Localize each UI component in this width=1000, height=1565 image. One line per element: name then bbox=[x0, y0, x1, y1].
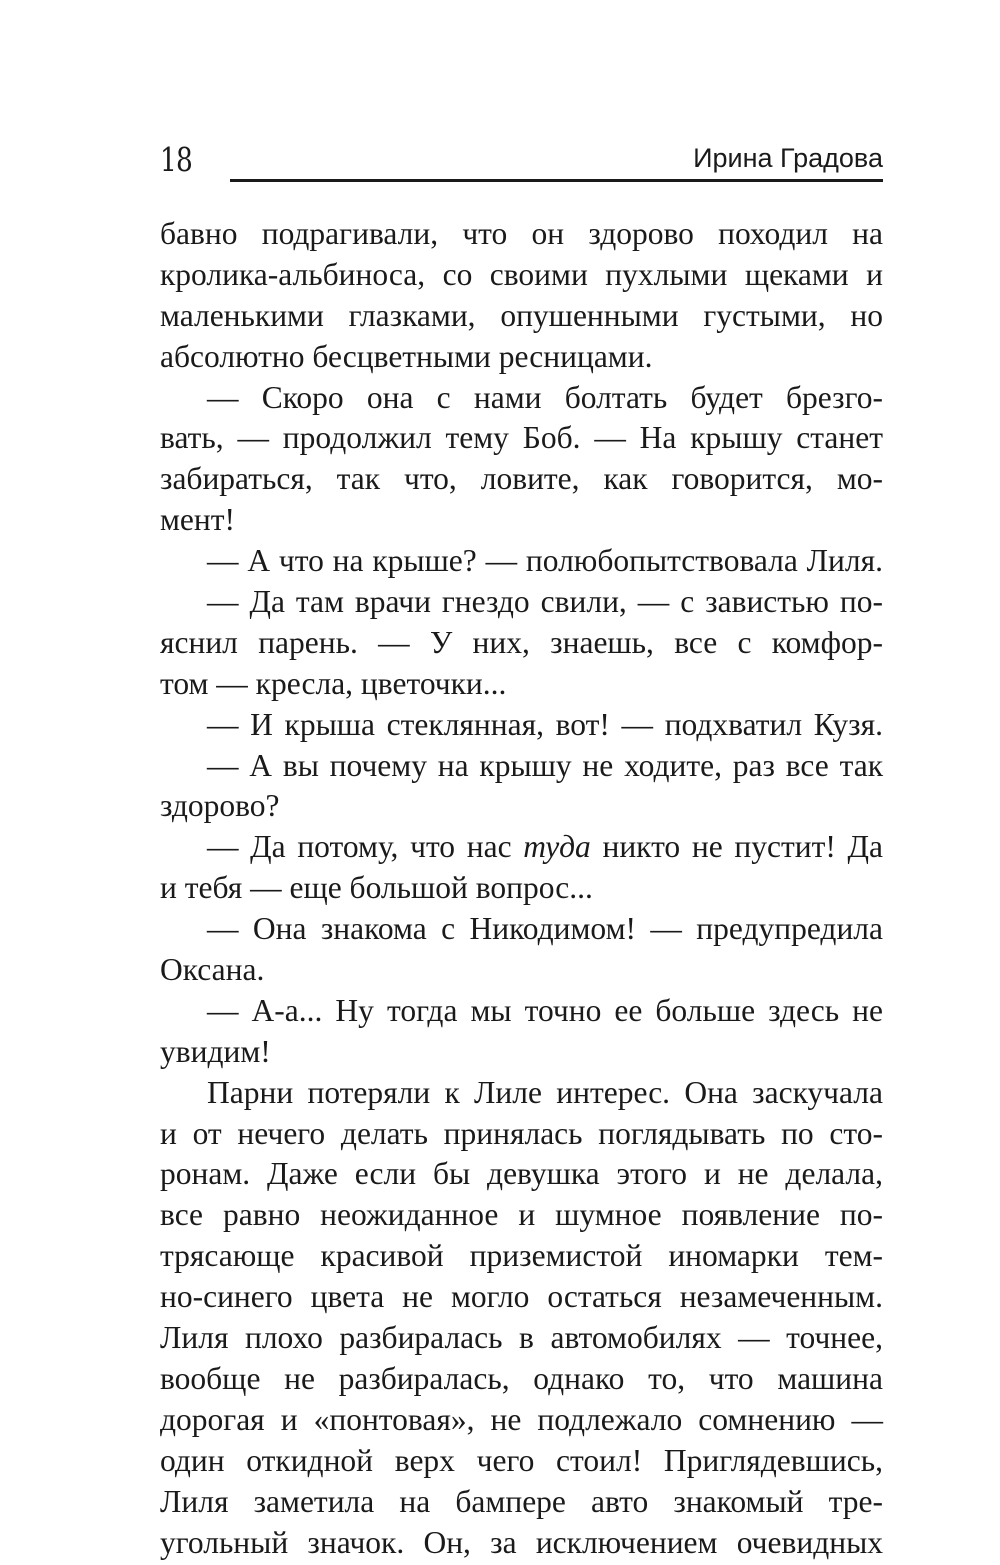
text-fragment: никто не пустит! Да bbox=[590, 829, 883, 865]
text-line: здорово? bbox=[160, 788, 280, 824]
text-line: забираться, так что, ловите, как говорится, мо- bbox=[160, 461, 883, 497]
text-line: но-синего цвета не могло остаться незамеченным. bbox=[160, 1279, 883, 1315]
text-line: дорогая и «понтовая», не подлежало сомнению — bbox=[160, 1401, 883, 1437]
page-header bbox=[160, 140, 883, 190]
text-line: увидим! bbox=[160, 1033, 271, 1069]
text-line: — А вы почему на крышу не ходите, раз все так bbox=[207, 747, 883, 783]
text-line: кролика-альбиноса, со своими пухлыми щеками и bbox=[160, 256, 883, 292]
text-line: том — кресла, цветочки... bbox=[160, 665, 507, 701]
text-line: один откидной верх чего стоил! Приглядевшись, bbox=[160, 1442, 883, 1478]
body-text bbox=[160, 214, 883, 1563]
text-line: яснил парень. — У них, знаешь, все с комфор- bbox=[160, 624, 883, 660]
page-number: 18 bbox=[160, 140, 192, 179]
text-line: Лиля заметила на бампере авто знакомый тре- bbox=[160, 1483, 883, 1519]
italic-emphasis: туда bbox=[523, 829, 591, 865]
text-line bbox=[160, 827, 883, 868]
text-line: — А что на крыше? — полюбопытствовала Лиля. bbox=[207, 543, 883, 579]
text-line: — А-а... Ну тогда мы точно ее больше здесь не bbox=[207, 992, 883, 1028]
text-line: мент! bbox=[160, 502, 236, 538]
running-head-author: Ирина Градова bbox=[693, 143, 883, 173]
text-line: вать, — продолжил тему Боб. — На крышу станет bbox=[160, 420, 883, 456]
text-line: — И крыша стеклянная, вот! — подхватил Кузя. bbox=[207, 706, 883, 742]
text-line: — Она знакома с Никодимом! — предупредила bbox=[207, 911, 883, 947]
text-line: Оксана. bbox=[160, 952, 265, 988]
text-line: абсолютно бесцветными ресницами. bbox=[160, 338, 653, 374]
header-rule bbox=[230, 179, 883, 182]
text-line: и тебя — еще большой вопрос... bbox=[160, 870, 593, 906]
text-line: и от нечего делать принялась поглядывать по сто- bbox=[160, 1115, 883, 1151]
text-fragment: — Да потому, что нас bbox=[207, 829, 524, 865]
text-line: вообще не разбиралась, однако то, что машина bbox=[160, 1360, 883, 1396]
text-line: Парни потеряли к Лиле интерес. Она заскучала bbox=[207, 1074, 883, 1110]
text-line: все равно неожиданное и шумное появление по- bbox=[160, 1197, 883, 1233]
text-line: — Скоро она с нами болтать будет брезго- bbox=[207, 379, 883, 415]
text-line: маленькими глазками, опушенными густыми, но bbox=[160, 297, 883, 333]
text-line: бавно подрагивали, что он здорово походил на bbox=[160, 216, 883, 251]
text-line: — Да там врачи гнездо свили, — с завистью по- bbox=[207, 584, 883, 620]
text-line: угольный значок. Он, за исключением очевидных bbox=[160, 1524, 883, 1560]
text-line: ронам. Даже если бы девушка этого и не делала, bbox=[160, 1156, 883, 1192]
text-line: трясающе красивой приземистой иномарки тем- bbox=[160, 1238, 883, 1274]
text-line: Лиля плохо разбиралась в автомобилях — точнее, bbox=[160, 1320, 883, 1356]
